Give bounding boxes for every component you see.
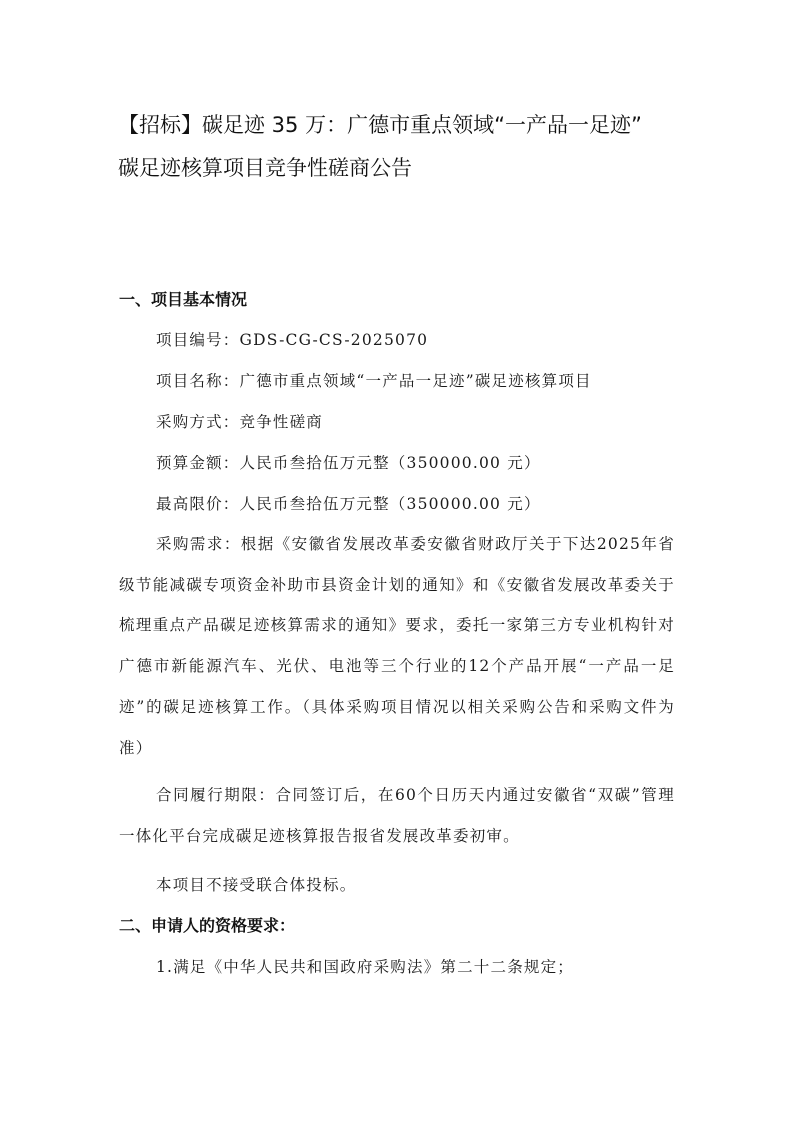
- qualification-item-1: 1.满足《中华人民共和国政府采购法》第二十二条规定；: [156, 958, 574, 976]
- no-consortium-note: 本项目不接受联合体投标。: [156, 876, 357, 894]
- section-heading-2: 二、申请人的资格要求：: [119, 916, 296, 935]
- project-name: 项目名称：广德市重点领域“一产品一足迹”碳足迹核算项目: [156, 372, 592, 390]
- max-price: 最高限价：人民币叁拾伍万元整（350000.00 元）: [156, 495, 541, 513]
- procurement-method: 采购方式：竞争性磋商: [156, 413, 324, 431]
- procurement-requirements: 采购需求：根据《安徽省发展改革委安徽省财政厅关于下达2025年省级节能减碳专项资金补助市县资金计划的通知》和《安徽省发展改革委关于梳理重点产品碳足迹核算需求的通知》要求，委托一家第三方专业机构针对广德市新能源汽车、光伏、电池等三个行业的12个产品开展“一产品一足迹”的碳足迹核算工作。（具体采购项目情况以相关采购公告和采购文件为准）: [119, 535, 675, 757]
- project-number: 项目编号：GDS-CG-CS-2025070: [156, 331, 429, 349]
- title-line-1: 【招标】碳足迹 35 万：广德市重点领域“一产品一足迹”: [118, 113, 642, 137]
- document-title: [118, 104, 718, 190]
- title-line-2: 碳足迹核算项目竞争性磋商公告: [118, 156, 412, 180]
- budget-amount: 预算金额：人民币叁拾伍万元整（350000.00 元）: [156, 454, 541, 472]
- section-heading-1: 一、项目基本情况: [119, 290, 248, 309]
- contract-period: 合同履行期限：合同签订后，在60个日历天内通过安徽省“双碳”管理一体化平台完成碳足迹核算报告报省发展改革委初审。: [119, 786, 675, 845]
